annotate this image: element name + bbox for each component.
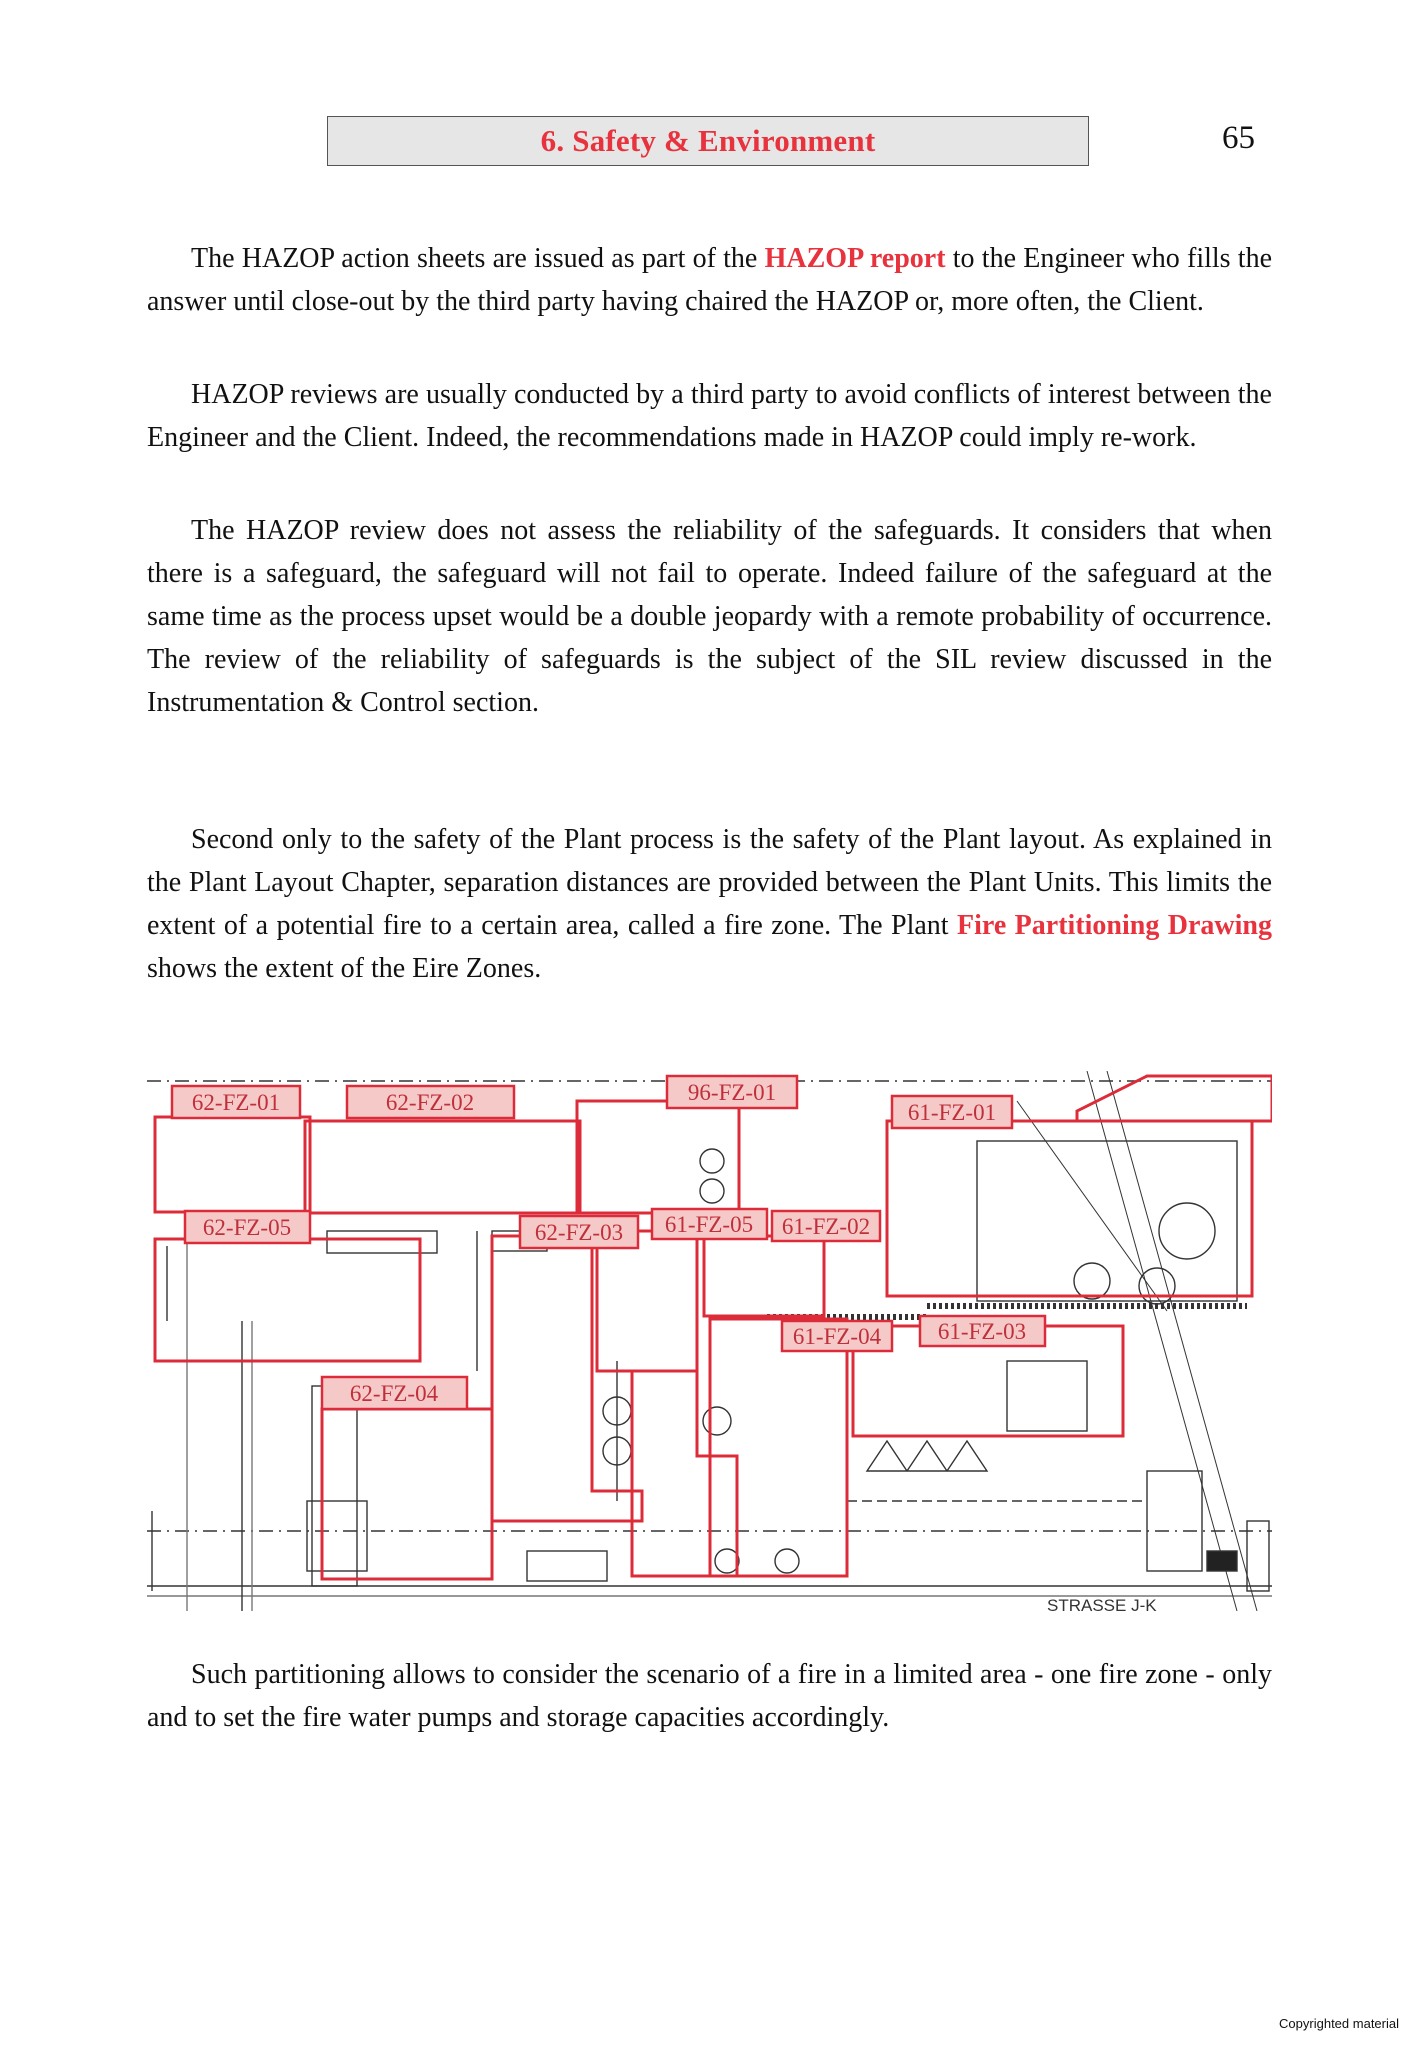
- zone-61-fz-02-boundary: [704, 1236, 824, 1316]
- zone-label-text: 61-FZ-04: [792, 1324, 882, 1349]
- zone-label-61-fz-01: [892, 1096, 1012, 1128]
- zone-label-62-fz-01: [172, 1086, 300, 1118]
- zone-label-96-fz-01: [667, 1076, 797, 1108]
- zone-label-text: 62-FZ-04: [349, 1381, 439, 1406]
- zone-label-text: 61-FZ-01: [907, 1100, 997, 1125]
- paragraph-text: to the Engineer who fills the answer until close-out by the third party having chaired the HAZOP or, more often, the Client.: [147, 243, 1272, 317]
- zone-label-text: 61-FZ-02: [781, 1214, 871, 1239]
- zone-62-fz-03-boundary: [492, 1236, 642, 1521]
- zone-62-fz-04-boundary: [322, 1409, 492, 1579]
- paragraph-hazop-reviews: HAZOP reviews are usually conducted by a third party to avoid conflicts of interest between the Engineer and the Client. Indeed, the recommendations made in HAZOP could imply re-work.: [147, 379, 1272, 453]
- paragraph-hazop-action-sheets: [147, 237, 1272, 323]
- zone-62-fz-01-boundary: [155, 1117, 310, 1212]
- paragraph-text: The HAZOP action sheets are issued as part of the: [191, 243, 765, 274]
- paragraph-text: Second only to the safety of the Plant process is the safety of the Plant layout. As explained in the Plant Layout Chapter, separation distances are provided between the Plant Units. This limits the extent of a potential fire to a certain area, called a fire zone. The Plant: [147, 824, 1272, 941]
- zone-62-fz-02-boundary: [305, 1121, 580, 1213]
- fire-partitioning-drawing-link[interactable]: Fire Partitioning Drawing: [957, 910, 1272, 941]
- zone-62-fz-05-boundary: [155, 1239, 420, 1361]
- zone-label-61-fz-04: [782, 1321, 892, 1351]
- zone-label-text: 62-FZ-02: [385, 1090, 475, 1115]
- paragraph-hazop-safeguards: The HAZOP review does not assess the reliability of the safeguards. It considers that when there is a safeguard, the safeguard will not fail to operate. Indeed failure of the safeguard at the same time as the process upset would be a double jeopardy with a remote probability of occurrence. The review of the reliability of safeguards is the subject of the SIL review discussed in the Instrumentation & Control section.: [147, 515, 1272, 718]
- zone-61-fz-04-boundary: [710, 1319, 847, 1576]
- zone-label-61-fz-05: [652, 1209, 767, 1239]
- zone-label-62-fz-05: [185, 1211, 310, 1243]
- zone-61-fz-05-boundary: [597, 1231, 697, 1371]
- zone-96-fz-01-boundary: [577, 1101, 739, 1213]
- zone-label-62-fz-02: [347, 1086, 514, 1118]
- zone-label-text: 61-FZ-03: [937, 1319, 1027, 1344]
- paragraph-fire-partitioning: Such partitioning allows to consider the scenario of a fire in a limited area - one fire zone - only and to set the fire water pumps and storage capacities accordingly.: [147, 1659, 1272, 1733]
- zone-label-text: 62-FZ-05: [202, 1215, 292, 1240]
- zone-label-62-fz-04: [322, 1377, 467, 1409]
- zone-label-text: 96-FZ-01: [687, 1080, 777, 1105]
- fire-zone-labels: [172, 1076, 1045, 1409]
- fire-partitioning-drawing: [147, 1071, 1272, 1611]
- paragraph-text: shows the extent of the Eire Zones.: [147, 953, 542, 984]
- chapter-title: 6. Safety & Environment: [540, 123, 876, 158]
- zone-label-62-fz-03: [520, 1216, 638, 1248]
- zone-label-text: 62-FZ-01: [191, 1090, 281, 1115]
- paragraph-plant-layout: [147, 818, 1272, 990]
- fire-zone-outlines: [155, 1076, 1272, 1579]
- hazop-report-link[interactable]: HAZOP report: [764, 243, 946, 274]
- street-label: STRASSE J-K: [1047, 1596, 1157, 1611]
- zone-label-61-fz-02: [772, 1211, 880, 1241]
- zone-label-61-fz-03: [920, 1316, 1045, 1346]
- page-number: 65: [1222, 120, 1255, 156]
- chapter-header-box: [327, 116, 1089, 166]
- copyright-footer: Copyrighted material: [1279, 2016, 1399, 2031]
- zone-61-fz-05-extension-boundary: [597, 1371, 737, 1576]
- zone-label-text: 62-FZ-03: [534, 1220, 624, 1245]
- zone-label-text: 61-FZ-05: [664, 1212, 754, 1237]
